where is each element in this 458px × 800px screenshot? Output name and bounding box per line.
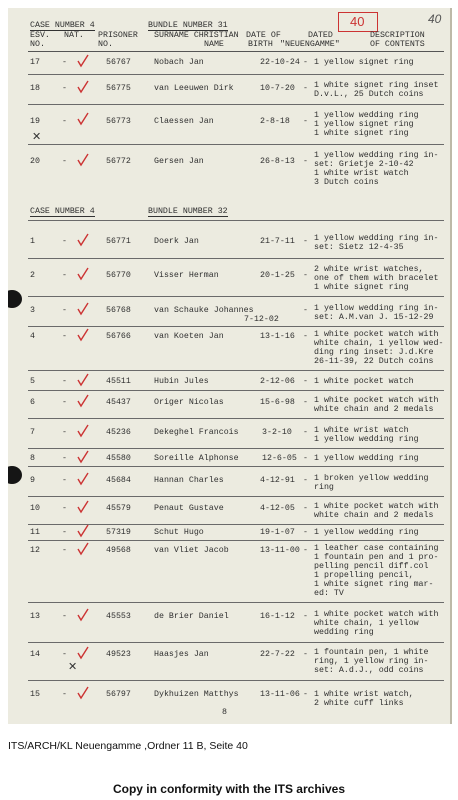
contents-line: 1 leather case containing: [314, 544, 439, 553]
row-number: 2: [30, 271, 35, 280]
prisoner-number: 45580: [106, 454, 131, 463]
col-dated: DATED: [308, 31, 333, 40]
row-number: 13: [30, 612, 40, 621]
col-desc-2: OF CONTENTS: [370, 40, 425, 49]
corner-page-number: 40: [428, 12, 442, 26]
row-number: 19: [30, 117, 40, 126]
contents-line: 1 yellow wedding ring: [314, 454, 419, 463]
row-dash: -: [62, 377, 67, 386]
row-divider: [28, 390, 444, 391]
contents-line: wedding ring: [314, 628, 374, 637]
check-mark-icon: [76, 450, 90, 464]
bundle-number-label-2: BUNDLE NUMBER 32: [148, 207, 228, 216]
col-dob: DATE OF: [246, 31, 281, 40]
row-dash-2: -: [303, 428, 308, 437]
row-divider: [28, 466, 444, 467]
prisoner-name: van Schauke Johannes: [154, 306, 254, 315]
check-mark-icon: [76, 373, 90, 387]
prisoner-number: 56775: [106, 84, 131, 93]
row-dash-2: -: [303, 650, 308, 659]
contents-line: ed: TV: [314, 589, 344, 598]
row-divider: [28, 602, 444, 603]
birth-date: 13-11-06: [260, 690, 300, 699]
check-mark-icon: [76, 80, 90, 94]
prisoner-number: 45684: [106, 476, 131, 485]
row-dash: -: [62, 690, 67, 699]
contents-line: white chain and 2 medals: [314, 405, 434, 414]
contents-line: ring: [314, 483, 334, 492]
contents-line: set: A.d.J., odd coins: [314, 666, 424, 675]
header-rule: [28, 51, 444, 52]
prisoner-number: 45511: [106, 377, 131, 386]
row-dash-2: -: [303, 306, 308, 315]
check-mark-icon: [76, 472, 90, 486]
birth-date: 26-8-13: [260, 157, 295, 166]
check-mark-icon: [76, 267, 90, 281]
cross-mark-icon: ✕: [68, 661, 78, 673]
row-dash-2: -: [303, 612, 308, 621]
birth-date: 13-1-16: [260, 332, 295, 341]
row-divider: [28, 326, 444, 327]
check-mark-icon: [76, 424, 90, 438]
contents-line: 1 white pocket watch with: [314, 396, 439, 405]
prisoner-name: Claessen Jan: [154, 117, 214, 126]
col-prisoner: PRISONER: [98, 31, 138, 40]
contents-line: white chain, 1 yellow: [314, 619, 419, 628]
check-mark-icon: [76, 54, 90, 68]
prisoner-name: Haasjes Jan: [154, 650, 209, 659]
birth-date: 12-6-05: [262, 454, 297, 463]
prisoner-number: 45579: [106, 504, 131, 513]
row-dash: -: [62, 454, 67, 463]
row-dash-2: -: [303, 546, 308, 555]
row-divider: [28, 540, 444, 541]
contents-line: 2 white wrist watches,: [314, 265, 424, 274]
row-dash-2: -: [303, 117, 308, 126]
row-number: 12: [30, 546, 40, 555]
punch-hole-bottom: [8, 466, 22, 484]
contents-line: 1 yellow signet ring: [314, 58, 414, 67]
col-prisoner-2: NO.: [98, 40, 113, 49]
row-number: 14: [30, 650, 40, 659]
row-dash: -: [62, 58, 67, 67]
birth-date: 16-1-12: [260, 612, 295, 621]
row-dash-2: -: [303, 377, 308, 386]
row-divider: [28, 642, 444, 643]
row-divider: [28, 448, 444, 449]
prisoner-name: Visser Herman: [154, 271, 219, 280]
prisoner-number: 49568: [106, 546, 131, 555]
contents-line: one of them with bracelet: [314, 274, 439, 283]
birth-date: 2-12-06: [260, 377, 295, 386]
prisoner-name: Penaut Gustave: [154, 504, 224, 513]
contents-line: white chain and 2 medals: [314, 511, 434, 520]
contents-line: 1 white pocket watch: [314, 377, 414, 386]
row-dash: -: [62, 306, 67, 315]
row-dash: -: [62, 84, 67, 93]
prisoner-name: Dekeghel Francois: [154, 428, 239, 437]
row-divider: [28, 680, 444, 681]
birth-date: 3-2-10: [262, 428, 292, 437]
row-number: 18: [30, 84, 40, 93]
row-dash-2: -: [303, 84, 308, 93]
row-dash: -: [62, 117, 67, 126]
check-mark-icon: [76, 542, 90, 556]
prisoner-name: Schut Hugo: [154, 528, 204, 537]
row-dash-2: -: [303, 332, 308, 341]
case-number-label: CASE NUMBER 4: [30, 21, 95, 30]
prisoner-name: Dykhuizen Matthys: [154, 690, 239, 699]
contents-line: 1 white wrist watch,: [314, 690, 414, 699]
page-footer-number: 8: [222, 708, 227, 717]
row-dash-2: -: [303, 504, 308, 513]
row-number: 8: [30, 454, 35, 463]
row-dash: -: [62, 476, 67, 485]
row-dash: -: [62, 504, 67, 513]
prisoner-name: Soreille Alphonse: [154, 454, 239, 463]
birth-date: 2-8-18: [260, 117, 290, 126]
contents-line: 1 broken yellow wedding: [314, 474, 429, 483]
contents-line: ring, 1 yellow ring in-: [314, 657, 429, 666]
col-nat: NAT.: [64, 31, 84, 40]
row-number: 20: [30, 157, 40, 166]
col-names-2: NAME: [204, 40, 224, 49]
contents-line: 1 white pocket watch with: [314, 502, 439, 511]
col-dated-2: "NEUENGAMME": [280, 40, 340, 49]
check-mark-icon: [76, 608, 90, 622]
contents-line: 1 yellow wedding ring: [314, 111, 419, 120]
col-names: SURNAME CHRISTIAN: [154, 31, 239, 40]
contents-line: 1 white pocket watch with: [314, 610, 439, 619]
row-number: 4: [30, 332, 35, 341]
contents-line: 1 yellow wedding ring in-: [314, 234, 439, 243]
page-stamp-number: 40: [350, 14, 365, 29]
contents-line: 1 white signet ring: [314, 129, 409, 138]
check-mark-icon: [76, 233, 90, 247]
birth-date: 4-12-05: [260, 504, 295, 513]
row-divider: [28, 524, 444, 525]
row-dash: -: [62, 612, 67, 621]
prisoner-number: 56768: [106, 306, 131, 315]
row-number: 9: [30, 476, 35, 485]
row-divider: [28, 258, 444, 259]
prisoner-name: Origer Nicolas: [154, 398, 224, 407]
row-number: 11: [30, 528, 40, 537]
row-dash: -: [62, 546, 67, 555]
contents-line: 1 white signet ring inset: [314, 81, 439, 90]
document-page: [8, 8, 452, 724]
contents-line: 1 yellow wedding ring in-: [314, 304, 439, 313]
check-mark-icon: [76, 302, 90, 316]
birth-date: 15-6-98: [260, 398, 295, 407]
row-dash-2: -: [303, 58, 308, 67]
birth-date: 19-1-07: [260, 528, 295, 537]
contents-line: 1 white wrist watch: [314, 169, 409, 178]
row-dash: -: [62, 398, 67, 407]
contents-line: D.v.L., 25 Dutch coins: [314, 90, 424, 99]
row-dash: -: [62, 237, 67, 246]
archive-reference: ITS/ARCH/KL Neuengamme ,Ordner 11 B, Seite 40: [8, 740, 248, 752]
prisoner-number: 56797: [106, 690, 131, 699]
check-mark-icon: [76, 500, 90, 514]
row-dash-2: -: [303, 157, 308, 166]
prisoner-number: 45437: [106, 398, 131, 407]
check-mark-icon: [76, 646, 90, 660]
row-number: 7: [30, 428, 35, 437]
row-dash-2: -: [303, 398, 308, 407]
contents-line: 1 white pocket watch with: [314, 330, 439, 339]
contents-line: 1 fountain pen and 1 pro-: [314, 553, 439, 562]
check-mark-icon: [76, 153, 90, 167]
contents-line: set: Grietje 2-10-42: [314, 160, 414, 169]
contents-line: set: A.M.van J. 15-12-29: [314, 313, 434, 322]
col-desc: DESCRIPTION: [370, 31, 425, 40]
row-dash-2: -: [303, 237, 308, 246]
contents-line: 1 yellow wedding ring in-: [314, 151, 439, 160]
prisoner-number: 56766: [106, 332, 131, 341]
row-number: 10: [30, 504, 40, 513]
contents-line: white chain, 1 yellow wed-: [314, 339, 444, 348]
contents-line: set: Sietz 12-4-35: [314, 243, 404, 252]
row-dash: -: [62, 428, 67, 437]
contents-line: 1 fountain pen, 1 white: [314, 648, 429, 657]
prisoner-number: 56773: [106, 117, 131, 126]
row-divider: [28, 496, 444, 497]
prisoner-name: de Brier Daniel: [154, 612, 229, 621]
birth-date: 10-7-20: [260, 84, 295, 93]
row-divider: [28, 418, 444, 419]
case-number-label-2: CASE NUMBER 4: [30, 207, 95, 216]
prisoner-number: 56770: [106, 271, 131, 280]
prisoner-name: Gersen Jan: [154, 157, 204, 166]
contents-line: 1 yellow signet ring: [314, 120, 414, 129]
bundle-number-label: BUNDLE NUMBER 31: [148, 21, 228, 30]
contents-line: pelling pencil diff.col: [314, 562, 429, 571]
row-number: 1: [30, 237, 35, 246]
row-dash: -: [62, 528, 67, 537]
row-divider: [28, 296, 444, 297]
prisoner-name: van Vliet Jacob: [154, 546, 229, 555]
row-divider: [28, 74, 444, 75]
contents-line: 1 yellow wedding ring: [314, 435, 419, 444]
contents-line: 1 propelling pencil,: [314, 571, 414, 580]
birth-date: 7-12-02: [244, 315, 279, 324]
prisoner-name: van Koeten Jan: [154, 332, 224, 341]
contents-line: 1 white signet ring mar-: [314, 580, 434, 589]
contents-line: 26-11-39, 22 Dutch coins: [314, 357, 434, 366]
prisoner-name: Nobach Jan: [154, 58, 204, 67]
row-dash-2: -: [303, 476, 308, 485]
col-dob-2: BIRTH: [248, 40, 273, 49]
copy-notice: Copy in conformity with the ITS archives: [112, 782, 346, 796]
prisoner-name: Hubin Jules: [154, 377, 209, 386]
row-number: 6: [30, 398, 35, 407]
prisoner-number: 49523: [106, 650, 131, 659]
row-divider: [28, 220, 444, 221]
row-dash: -: [62, 332, 67, 341]
row-divider: [28, 144, 444, 145]
check-mark-icon: [76, 686, 90, 700]
prisoner-name: Hannan Charles: [154, 476, 224, 485]
row-number: 3: [30, 306, 35, 315]
birth-date: 22-10-24: [260, 58, 300, 67]
contents-line: ding ring inset: J.d.Kre: [314, 348, 434, 357]
col-esv-2: NO.: [30, 40, 45, 49]
prisoner-number: 45236: [106, 428, 131, 437]
birth-date: 4-12-91: [260, 476, 295, 485]
row-number: 17: [30, 58, 40, 67]
row-dash: -: [62, 157, 67, 166]
prisoner-number: 57319: [106, 528, 131, 537]
cross-mark-icon: ✕: [32, 131, 42, 143]
check-mark-icon: [76, 112, 90, 126]
contents-line: 1 white signet ring: [314, 283, 409, 292]
row-divider: [28, 370, 444, 371]
punch-hole-top: [8, 290, 22, 308]
row-dash: -: [62, 271, 67, 280]
prisoner-number: 45553: [106, 612, 131, 621]
birth-date: 22-7-22: [260, 650, 295, 659]
row-dash-2: -: [303, 528, 308, 537]
row-number: 5: [30, 377, 35, 386]
row-dash-2: -: [303, 690, 308, 699]
birth-date: 21-7-11: [260, 237, 295, 246]
check-mark-icon: [76, 524, 90, 538]
row-dash: -: [62, 650, 67, 659]
row-number: 15: [30, 690, 40, 699]
row-divider: [28, 104, 444, 105]
contents-line: 1 yellow wedding ring: [314, 528, 419, 537]
contents-line: 2 white cuff links: [314, 699, 404, 708]
prisoner-name: van Leeuwen Dirk: [154, 84, 234, 93]
col-esv: ESV.: [30, 31, 50, 40]
prisoner-number: 56767: [106, 58, 131, 67]
prisoner-number: 56771: [106, 237, 131, 246]
birth-date: 13-11-00: [260, 546, 300, 555]
birth-date: 20-1-25: [260, 271, 295, 280]
prisoner-name: Doerk Jan: [154, 237, 199, 246]
row-dash-2: -: [303, 271, 308, 280]
contents-line: 1 white wrist watch: [314, 426, 409, 435]
row-dash-2: -: [303, 454, 308, 463]
contents-line: 3 Dutch coins: [314, 178, 379, 187]
check-mark-icon: [76, 394, 90, 408]
check-mark-icon: [76, 328, 90, 342]
prisoner-number: 56772: [106, 157, 131, 166]
